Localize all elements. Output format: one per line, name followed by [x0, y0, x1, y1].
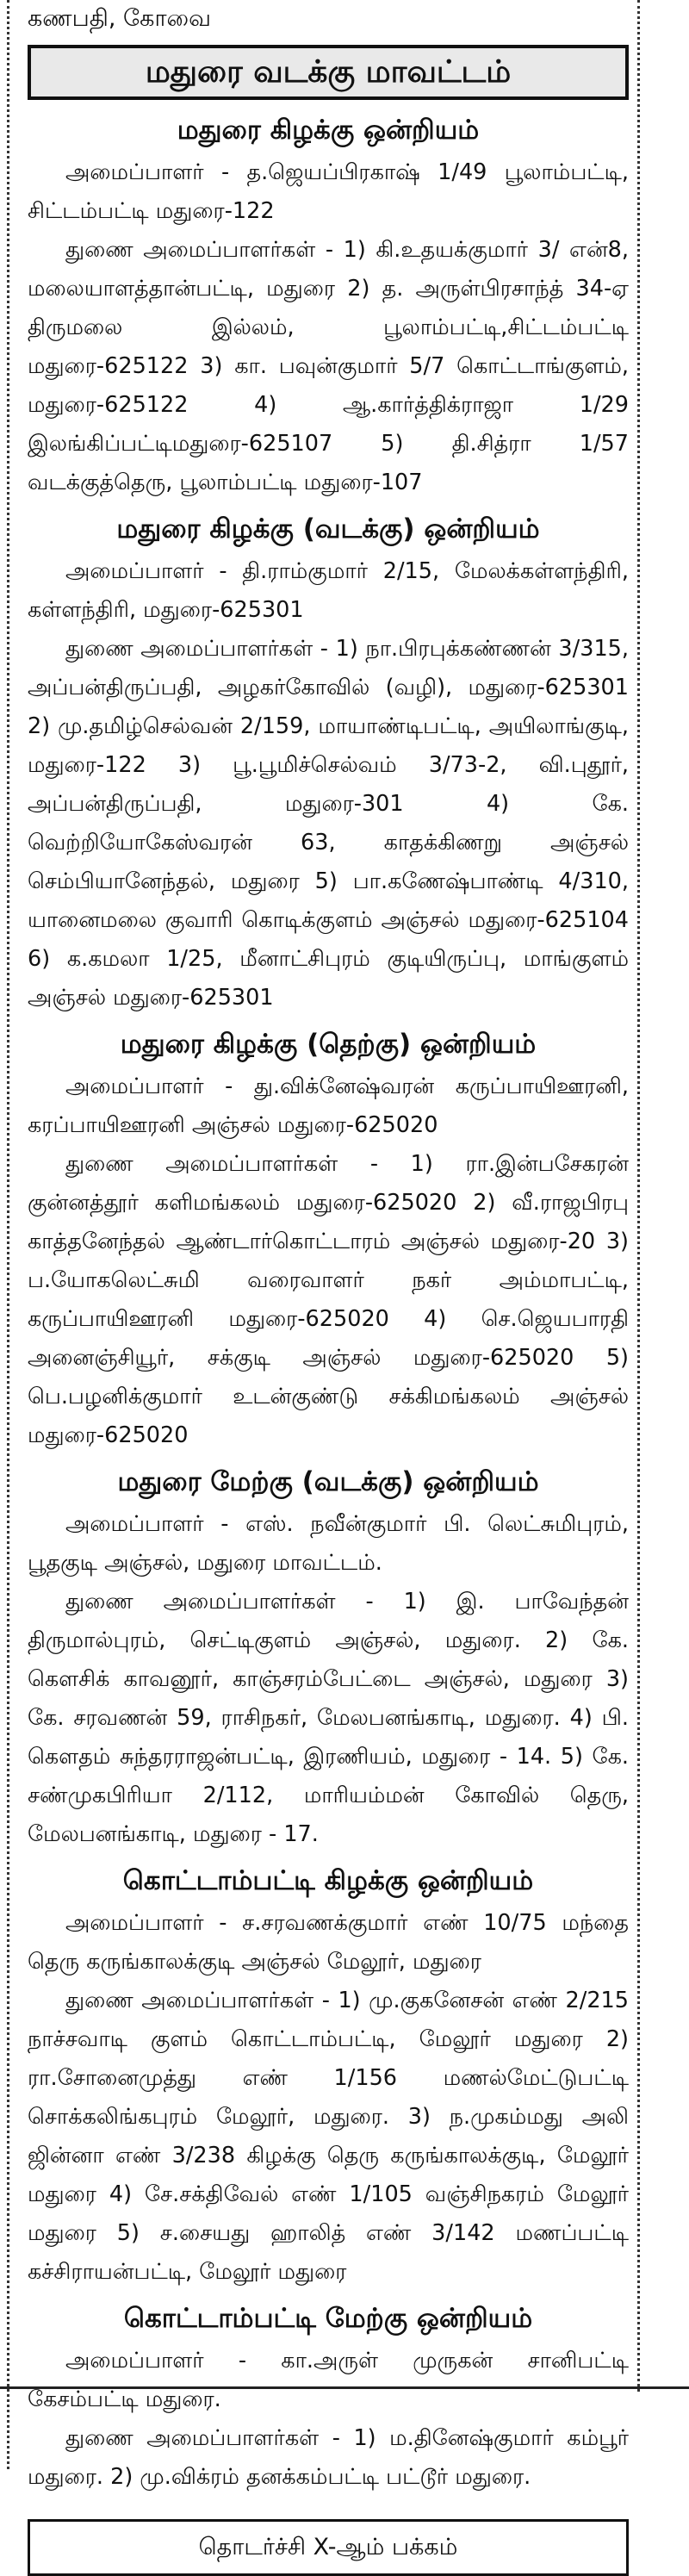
deputy-organisers-paragraph: துணை அமைப்பாளர்கள் - 1) நா.பிரபுக்கண்ணன் 3/315, அப்பன்திருப்பதி, அழகர்கோவில் (வழி), மதுரை-625301 2) மு.தமிழ்செல்வன் 2/159, மாயாண்டிபட்டி, அயிலாங்குடி, மதுரை-122 3) பூ.பூமிச்செல்வம் 3/73-2, வி.புதூர், அப்பன்திருப்பதி, மதுரை-301 4) கே. வெற்றியோகேஸ்வரன் 63, காதக்கிணறு அஞ்சல் செம்பியானேந்தல், மதுரை 5) பா.கணேஷ்பாண்டி 4/310, யானைமலை குவாரி கொடிக்குளம் அஞ்சல் மதுரை-625104 6) க.கமலா 1/25, மீனாட்சிபுரம் குடியிருப்பு, மாங்குளம் அஞ்சல் மதுரை-625301 [28, 636, 629, 1011]
section-title: மதுரை மேற்கு (வடக்கு) ஒன்றியம் [117, 1466, 539, 1497]
left-column-dotted-rule [7, 0, 9, 2469]
page-bottom-rule [0, 2386, 689, 2389]
section-madurai-east-south [28, 1023, 629, 1455]
deputy-organisers-paragraph: துணை அமைப்பாளர்கள் - 1) மு.குகனேசன் எண் 2/215 நாச்சவாடி குளம் கொட்டாம்பட்டி, மேலூர் மதுரை 2) ரா.சோனைமுத்து எண் 1/156 மணல்மேட்டுபட்டி சொக்கலிங்கபுரம் மேலூர், மதுரை. 3) ந.முகம்மது அலி ஜின்னா எண் 3/238 கிழக்கு தெரு கருங்காலக்குடி, மேலூர் மதுரை 4) சே.சக்திவேல் எண் 1/105 வஞ்சிநகரம் மேலூர் மதுரை 5) ச.சையது ஹாலித் எண் 3/142 மணப்பட்டி கச்சிராயன்பட்டி, மேலூர் மதுரை [28, 1988, 629, 2285]
section-madurai-east-north [28, 507, 629, 1017]
section-title: மதுரை கிழக்கு (தெற்கு) ஒன்றியம் [120, 1029, 537, 1060]
section-title: மதுரை கிழக்கு ஒன்றியம் [177, 115, 480, 146]
section-madurai-east [28, 109, 629, 502]
continued-on-page-note: தொடர்ச்சி X-ஆம் பக்கம் [28, 2519, 629, 2576]
deputy-organisers-paragraph: துணை அமைப்பாளர்கள் - 1) ம.தினேஷ்குமார் கம்பூர் மதுரை. 2) மு.விக்ரம் தனக்கம்பட்டி பட்டூர் மதுரை. [28, 2425, 629, 2490]
section-madurai-west-north [28, 1460, 629, 1854]
section-title: கொட்டாம்பட்டி கிழக்கு ஒன்றியம் [122, 1865, 534, 1896]
deputy-organisers-paragraph: துணை அமைப்பாளர்கள் - 1) கி.உதயக்குமார் 3/ என்8, மலையாளத்தான்பட்டி, மதுரை 2) த. அருள்பிரசாந்த் 34-ஏ திருமலை இல்லம், பூலாம்பட்டி,சிட்டம்பட்டி மதுரை-625122 3) கா. பவுன்குமார் 5/7 கொட்டாங்குளம், மதுரை-625122 4) ஆ.கார்த்திக்ராஜா 1/29 இலங்கிப்பட்டிமதுரை-625107 5) தி.சித்ரா 1/57 வடக்குத்தெரு, பூலாம்பட்டி மதுரை-107 [28, 237, 629, 495]
article-column [28, 0, 629, 2576]
organiser-paragraph: அமைப்பாளர் - து.விக்னேஷ்வரன் கருப்பாயிஊரனி, கரப்பாயிஊரனி அஞ்சல் மதுரை-625020 [28, 1073, 629, 1138]
organiser-paragraph: அமைப்பாளர் - கா.அருள் முருகன் சானிபட்டி கேசம்பட்டி மதுரை. [28, 2348, 629, 2412]
organiser-paragraph: அமைப்பாளர் - எஸ். நவீன்குமார் பி. லெட்சுமிபுரம், பூதகுடி அஞ்சல், மதுரை மாவட்டம். [28, 1511, 629, 1576]
section-title: மதுரை கிழக்கு (வடக்கு) ஒன்றியம் [116, 513, 540, 544]
organiser-paragraph: அமைப்பாளர் - தி.ராம்குமார் 2/15, மேலக்கள்ளந்திரி, கள்ளந்திரி, மதுரை-625301 [28, 558, 629, 623]
district-title-box: மதுரை வடக்கு மாவட்டம் [28, 45, 629, 100]
organiser-paragraph: அமைப்பாளர் - த.ஜெயப்பிரகாஷ் 1/49 பூலாம்பட்டி, சிட்டம்பட்டி மதுரை-122 [28, 159, 629, 224]
previous-article-tail: கணபதி, கோவை [28, 5, 211, 32]
right-column-dotted-rule [637, 0, 640, 2392]
section-kottampatti-west [28, 2297, 629, 2497]
organiser-paragraph: அமைப்பாளர் - ச.சரவணக்குமார் எண் 10/75 மந்தை தெரு கருங்காலக்குடி அஞ்சல் மேலூர், மதுரை [28, 1910, 629, 1975]
deputy-organisers-paragraph: துணை அமைப்பாளர்கள் - 1) ரா.இன்பசேகரன் குன்னத்தூர் களிமங்கலம் மதுரை-625020 2) வீ.ராஜபிரபு காத்தனேந்தல் ஆண்டார்கொட்டாரம் அஞ்சல் மதுரை-20 3) ப.யோகலெட்சுமி வரைவாளர் நகர் அம்மாபட்டி, கருப்பாயிஊரனி மதுரை-625020 4) செ.ஜெயபாரதி அனைஞ்சியூர், சக்குடி அஞ்சல் மதுரை-625020 5) பெ.பழனிக்குமார் உடன்குண்டு சக்கிமங்கலம் அஞ்சல் மதுரை-625020 [28, 1151, 629, 1448]
deputy-organisers-paragraph: துணை அமைப்பாளர்கள் - 1) இ. பாவேந்தன் திருமால்புரம், செட்டிகுளம் அஞ்சல், மதுரை. 2) கே. கௌசிக் காவனூர், காஞ்சரம்பேட்டை அஞ்சல், மதுரை 3) கே. சரவணன் 59, ராசிநகர், மேலபனங்காடி, மதுரை. 4) பி. கௌதம் சுந்தரராஜன்பட்டி, இரணியம், மதுரை - 14. 5) கே. சண்முகபிரியா 2/112, மாரியம்மன் கோவில் தெரு, மேலபனங்காடி, மதுரை - 17. [28, 1589, 629, 1847]
section-title: கொட்டாம்பட்டி மேற்கு ஒன்றியம் [123, 2303, 533, 2334]
section-kottampatti-east [28, 1859, 629, 2292]
